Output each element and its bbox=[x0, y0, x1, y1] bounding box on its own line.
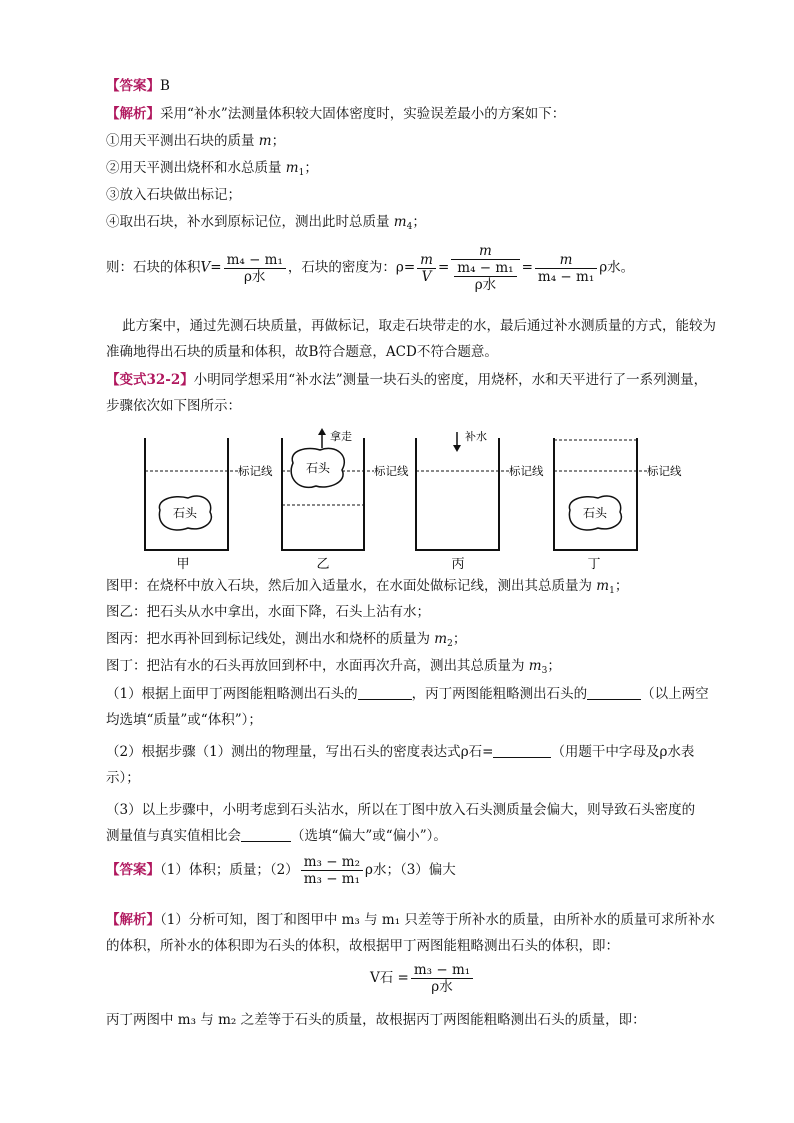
step-4: ④取出石块，补水到原标记位，测出此时总质量 $m_4$； bbox=[106, 214, 426, 232]
analysis-intro bbox=[106, 104, 565, 124]
analysis2-line-1: 【解析】（1）分析可知，图丁和图甲中 m₃ 与 m₁ 只差等于所补水的质量，由所补水的质量可求所补水 bbox=[106, 912, 715, 928]
beaker-figure bbox=[128, 428, 688, 574]
analysis2-line-2: 的体积，所补水的体积即为石头的体积，故根据甲丁两图能粗略测出石头的体积，即： bbox=[106, 938, 619, 954]
answer-2: 【答案】（1）体积；质量；（2） $\frac{\text{m₃ − m₂}}{\text{m₃ − m₁}}$ ρ水；（3）偏大 bbox=[106, 854, 456, 887]
desc-ding: 图丁：把沾有水的石头再放回到杯中，水面再次升高，测出其总质量为 $m_3$； bbox=[106, 658, 561, 676]
svg-text:甲: 甲 bbox=[176, 557, 190, 572]
svg-text:拿走: 拿走 bbox=[330, 430, 352, 443]
question-3: （3）以上步骤中，小明考虑到石头沾水，所以在丁图中放入石头测质量会偏大，则导致石头密度的 bbox=[106, 802, 696, 818]
density-formula: 则：石块的体积V= $\frac{\text{m₄ − m₁}}{\text{ρ水}}$ ，石块的密度为：ρ= $\frac{m}{V}$ = $\frac{m}{\frac{\text{m₄ − m₁}}{\text{ρ水}}}$ = $\frac{m}{\text{m₄ − m₁}}$ ρ水。 bbox=[106, 243, 635, 293]
beaker-ding bbox=[554, 438, 637, 550]
step-2: ②用天平测出烧杯和水总质量 $m_1$； bbox=[106, 160, 318, 178]
svg-text:石头: 石头 bbox=[305, 461, 331, 475]
variant-tag: 【变式32-2】 bbox=[106, 372, 194, 388]
beaker-jia bbox=[145, 438, 228, 550]
beaker-bing bbox=[416, 438, 499, 550]
svg-text:丁: 丁 bbox=[587, 557, 601, 572]
desc-bing: 图丙：把水再补回到标记线处，测出水和烧杯的质量为 $m_2$； bbox=[106, 631, 467, 649]
analysis2-line-3: 丙丁两图中 m₃ 与 m₂ 之差等于石头的质量，故根据丙丁两图能粗略测出石头的质量，即： bbox=[106, 1012, 646, 1028]
variant-line-1: 【变式32-2】小明同学想采用“补水法”测量一块石头的密度，用烧杯，水和天平进行了一系列测量， bbox=[106, 372, 708, 388]
blank-1[interactable] bbox=[358, 686, 412, 700]
analysis-tag: 【解析】 bbox=[106, 106, 160, 122]
step-3: ③放入石块做出标记； bbox=[106, 187, 241, 203]
volume-fraction: $\frac{\text{m₄ − m₁}}{\text{ρ水}}$ bbox=[224, 252, 286, 285]
blank-4[interactable] bbox=[241, 828, 291, 842]
svg-text:丙: 丙 bbox=[451, 557, 465, 572]
question-2-cont: 示）； bbox=[106, 770, 140, 786]
svg-text:标记线: 标记线 bbox=[238, 464, 273, 478]
conclusion-line-2: 准确地得出石块的质量和体积，故B符合题意，ACD不符合题意。 bbox=[106, 344, 498, 360]
desc-jia: 图甲：在烧杯中放入石块，然后加入适量水，在水面处做标记线，测出其总质量为 $m_1$； bbox=[106, 578, 629, 596]
answer-value: B bbox=[160, 78, 170, 94]
question-3-cont: 测量值与真实值相比会 （选填“偏大”或“偏小”）。 bbox=[106, 828, 447, 844]
svg-text:乙: 乙 bbox=[316, 557, 330, 572]
blank-2[interactable] bbox=[587, 686, 641, 700]
question-1-cont: 均选填“质量”或“体积”）； bbox=[106, 712, 262, 728]
svg-text:石头: 石头 bbox=[172, 506, 198, 520]
svg-text:标记线: 标记线 bbox=[374, 464, 409, 478]
variant-line-2: 步骤依次如下图所示： bbox=[106, 398, 241, 414]
svg-text:标记线: 标记线 bbox=[647, 464, 682, 478]
question-1: （1）根据上面甲丁两图能粗略测出石头的 ，丙丁两图能粗略测出石头的 （以上两空 bbox=[106, 686, 709, 702]
svg-text:标记线: 标记线 bbox=[509, 464, 544, 478]
desc-yi: 图乙：把石头从水中拿出，水面下降，石头上沾有水； bbox=[106, 604, 430, 620]
answer-tag: 【答案】 bbox=[106, 78, 160, 94]
question-2: （2）根据步骤（1）测出的物理量，写出石头的密度表达式ρ石= （用题干中字母及ρ水表 bbox=[106, 744, 695, 760]
volume-formula: V石 = $\frac{\text{m₃ − m₁}}{\text{ρ水}}$ bbox=[370, 962, 475, 995]
svg-text:补水: 补水 bbox=[465, 430, 487, 443]
analysis-text: 采用“补水”法测量体积较大固体密度时，实验误差最小的方案如下： bbox=[160, 106, 566, 122]
answer-line bbox=[106, 76, 170, 96]
svg-text:石头: 石头 bbox=[582, 506, 608, 520]
blank-3[interactable] bbox=[493, 744, 551, 758]
conclusion-line-1: 此方案中，通过先测石块质量，再做标记，取走石块带走的水，最后通过补水测质量的方式，能较为 bbox=[122, 318, 716, 334]
step-1: ①用天平测出石块的质量 m； bbox=[106, 133, 286, 149]
